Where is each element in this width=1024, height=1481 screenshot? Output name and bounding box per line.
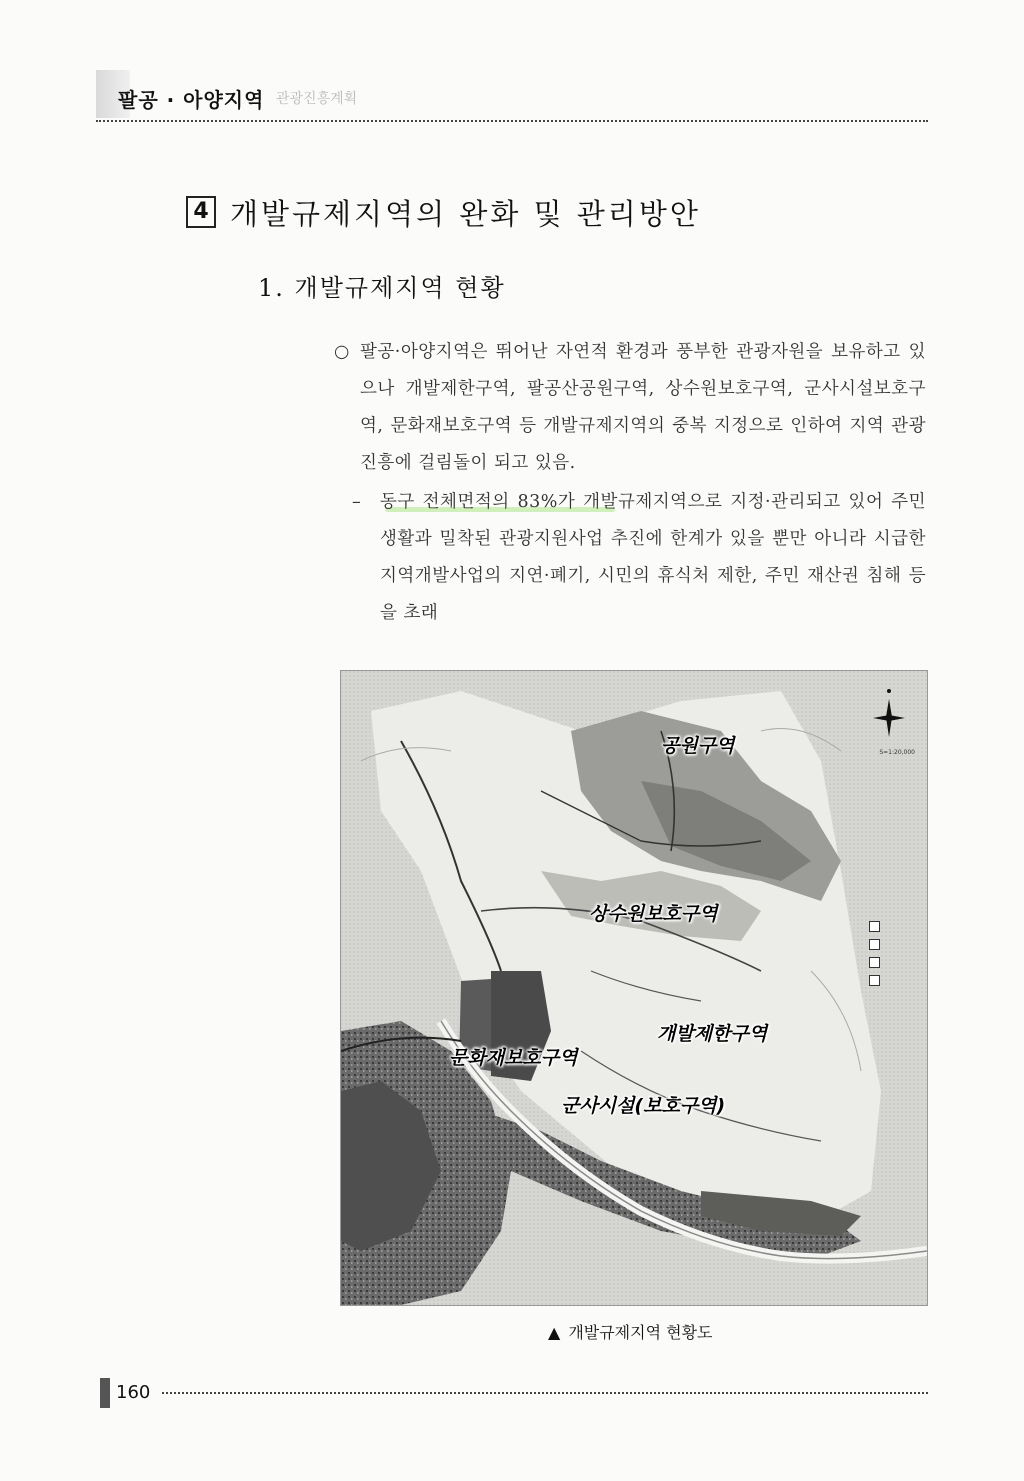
caption-text: 개발규제지역 현황도 xyxy=(568,1323,713,1342)
label-water-zone: 상수원보호구역 xyxy=(589,903,718,925)
header-title: 팔공 · 아양지역 xyxy=(118,88,265,112)
legend-swatch xyxy=(869,921,880,932)
legend-swatch xyxy=(869,957,880,968)
zoning-map xyxy=(340,670,928,1306)
label-greenbelt-zone: 개발제한구역 xyxy=(657,1023,768,1045)
footer-bar xyxy=(100,1378,110,1408)
map-legend xyxy=(869,921,891,993)
subsection-title: 1. 개발규제지역 현황 xyxy=(258,274,506,302)
section-number: 4 xyxy=(186,196,216,228)
label-park-zone: 공원구역 xyxy=(661,735,735,757)
header-dotted-rule xyxy=(96,120,928,122)
section-heading xyxy=(186,190,701,234)
label-heritage-zone: 문화재보호구역 xyxy=(449,1047,578,1069)
body-paragraph xyxy=(334,334,926,482)
section-title: 개발규제지역의 완화 및 관리방안 xyxy=(230,196,701,231)
legend-swatch xyxy=(869,975,880,986)
map-graphic xyxy=(341,671,927,1305)
figure-caption xyxy=(548,1320,713,1343)
legend-swatch xyxy=(869,939,880,950)
circle-bullet-icon: ○ xyxy=(334,342,350,362)
dash-bullet: – xyxy=(352,492,361,512)
page-footer xyxy=(100,1378,928,1408)
running-header xyxy=(96,70,928,122)
header-subtitle: 관광진흥계획 xyxy=(276,91,358,107)
triangle-icon: ▲ xyxy=(548,1323,561,1342)
footer-dotted-rule xyxy=(162,1392,928,1394)
sub-paragraph-text: 동구 전체면적의 83%가 개발규제지역으로 지정·관리되고 있어 주민생활과 밀착된 관광지원사업 추진에 한계가 있을 뿐만 아니라 시급한 지역개발사업의 지연·폐기, 시민의 휴식처 제한, 주민 재산권 침해 등을 초래 xyxy=(380,492,926,623)
paragraph-text: 팔공·아양지역은 뛰어난 자연적 환경과 풍부한 관광자원을 보유하고 있으나 개발제한구역, 팔공산공원구역, 상수원보호구역, 군사시설보호구역, 문화재보호구역 등 개발규제지역의 중복 지정으로 인하여 지역 관광진흥에 걸림돌이 되고 있음. xyxy=(360,342,926,473)
north-arrow-icon xyxy=(869,687,909,749)
sub-paragraph xyxy=(352,484,926,632)
map-scale: S=1:20,000 xyxy=(879,749,915,756)
page-number: 160 xyxy=(116,1382,151,1403)
label-military-zone: 군사시설(보호구역) xyxy=(561,1095,726,1117)
